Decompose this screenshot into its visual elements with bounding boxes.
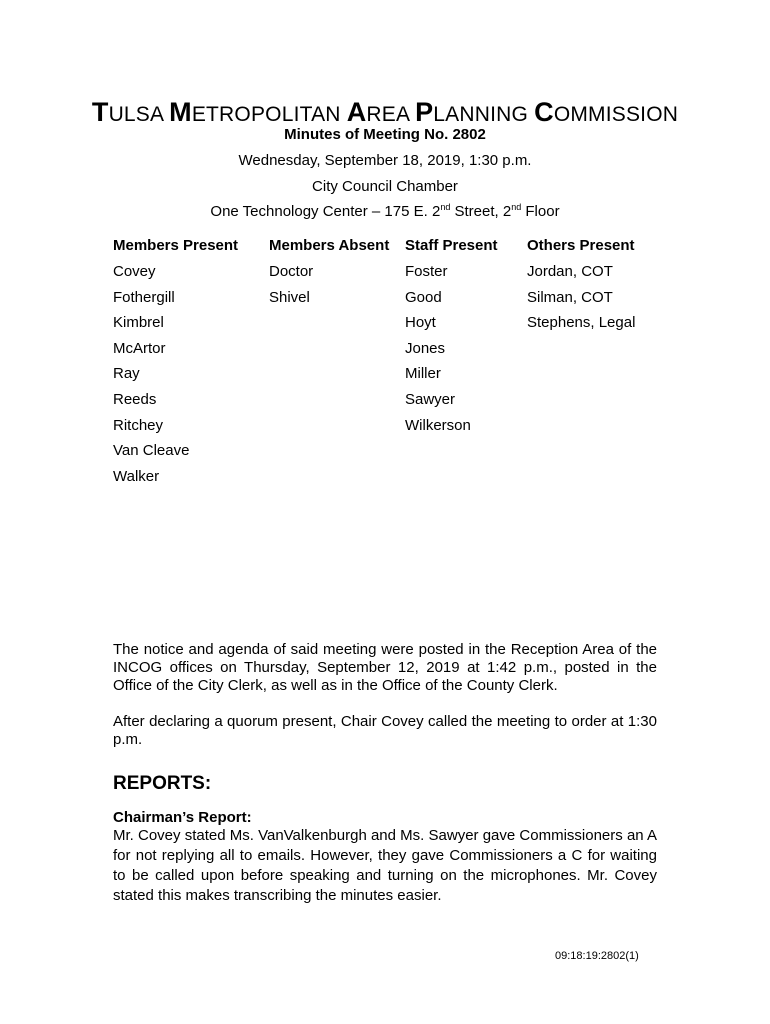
members-absent-column <box>269 236 389 313</box>
chairmans-report-heading: Chairman’s Report: <box>113 809 252 826</box>
attendee-name: Hoyt <box>405 314 436 332</box>
meeting-date: Wednesday, September 18, 2019, 1:30 p.m. <box>238 152 532 169</box>
attendee-name: Jordan, COT <box>527 263 613 280</box>
quorum-paragraph: After declaring a quorum present, Chair Covey called the meeting to order at 1:30 p.m. <box>113 713 657 748</box>
attendee-name: Covey <box>113 263 156 280</box>
attendee-name: Wilkerson <box>405 416 471 434</box>
attendee-name: Silman, COT <box>527 288 613 306</box>
attendee-name: Ritchey <box>113 416 164 434</box>
document-title <box>0 98 770 129</box>
attendee-name: Stephens, Legal <box>527 314 636 332</box>
notice-paragraph: The notice and agenda of said meeting were posted in the Reception Area of the INCOG offices on Thursday, September 12, 2019 at 1:42 p.m., posted in the Office of the City Clerk, as well as in the Office of the County Clerk. <box>113 641 657 694</box>
attendee-name: Miller <box>405 365 441 383</box>
meeting-location: City Council Chamber <box>312 178 458 195</box>
attendee-name: Doctor <box>269 263 314 280</box>
attendee-name: McArtor <box>113 339 166 357</box>
attendee-name: Fothergill <box>113 288 175 306</box>
attendee-name: Shivel <box>269 288 310 306</box>
column-header: Others Present <box>527 237 635 254</box>
title-word: PLANNING <box>415 97 529 127</box>
reports-heading: REPORTS: <box>113 773 212 794</box>
column-header: Members Present <box>113 237 239 254</box>
others-present-column <box>527 236 635 339</box>
attendee-name: Good <box>405 288 442 306</box>
attendee-name: Van Cleave <box>113 442 190 460</box>
meeting-number: Minutes of Meeting No. 2802 <box>284 126 486 143</box>
title-word: METROPOLITAN <box>169 97 341 127</box>
attendee-name: Kimbrel <box>113 314 164 332</box>
column-header: Members Absent <box>269 237 390 254</box>
title-word: TULSA <box>91 97 164 127</box>
attendee-name: Sawyer <box>405 390 456 408</box>
title-word: COMMISSION <box>534 97 679 127</box>
chairmans-report-text: Mr. Covey stated Ms. VanValkenburgh and Ms. Sawyer gave Commissioners an A for not replying all to emails. However, they gave Commissioners a C for waiting to be called upon before speaking and turning on the microphones. Mr. Covey stated this makes transcribing the minutes easier. <box>113 827 657 904</box>
attendee-name: Jones <box>405 339 446 357</box>
meeting-address: One Technology Center – 175 E. 2nd Street, 2nd Floor <box>210 202 560 220</box>
attendee-name: Walker <box>113 467 160 485</box>
column-header: Staff Present <box>405 237 498 254</box>
attendee-name: Reeds <box>113 390 157 408</box>
staff-present-column <box>405 236 498 441</box>
page-footer-code: 09:18:19:2802(1) <box>555 950 639 962</box>
members-present-column <box>113 236 238 492</box>
attendee-name: Foster <box>405 263 448 280</box>
attendee-name: Ray <box>113 365 140 383</box>
title-word: AREA <box>346 97 410 127</box>
